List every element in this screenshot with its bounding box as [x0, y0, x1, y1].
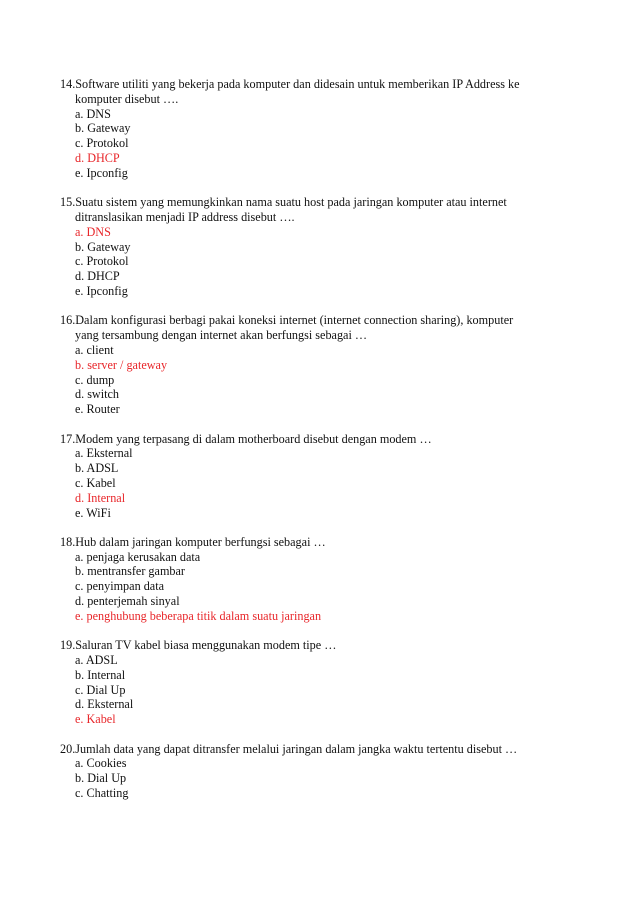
answer-option: c. Kabel: [75, 475, 116, 490]
question-text: 17.Modem yang terpasang di dalam motherboard disebut dengan modem …: [60, 431, 432, 446]
answer-option: a. Cookies: [75, 756, 127, 771]
answer-option: a. Eksternal: [75, 446, 133, 461]
question-block: [60, 638, 580, 727]
answer-option: b. Internal: [75, 667, 126, 682]
answer-option: e. WiFi: [75, 505, 111, 520]
question-text: 18.Hub dalam jaringan komputer berfungsi sebagai …: [60, 534, 326, 549]
answer-option: c. Protokol: [75, 136, 129, 151]
answer-option: c. Protokol: [75, 254, 129, 269]
answer-option: c. dump: [75, 372, 115, 387]
answer-option: b. mentransfer gambar: [75, 564, 185, 579]
answer-option: a. DNS: [75, 106, 111, 121]
answer-option: e. Ipconfig: [75, 165, 128, 180]
question-block: [60, 77, 580, 181]
answer-option-correct: d. Internal: [75, 490, 126, 505]
question-text: 20.Jumlah data yang dapat ditransfer melalui jaringan dalam jangka waktu tertentu disebut …: [60, 741, 518, 756]
answer-options: [60, 653, 580, 727]
answer-options: [60, 107, 580, 181]
answer-option: b. Dial Up: [75, 771, 127, 786]
answer-options: [60, 225, 580, 299]
answer-option: a. client: [75, 342, 114, 357]
answer-option: d. penterjemah sinyal: [75, 594, 180, 609]
answer-option: a. ADSL: [75, 653, 118, 668]
answer-option: c. penyimpan data: [75, 579, 165, 594]
answer-option: d. switch: [75, 387, 120, 402]
answer-option-correct: a. DNS: [75, 224, 111, 239]
answer-option-correct: e. Kabel: [75, 712, 116, 727]
answer-options: [60, 446, 580, 520]
answer-option-correct: e. penghubung beberapa titik dalam suatu jaringan: [75, 608, 322, 623]
question-block: [60, 535, 580, 624]
answer-option: a. penjaga kerusakan data: [75, 549, 201, 564]
document-page: [60, 77, 580, 815]
answer-option: b. ADSL: [75, 461, 119, 476]
answer-option: b. Gateway: [75, 121, 131, 136]
question-block: [60, 195, 580, 299]
answer-option-correct: d. DHCP: [75, 150, 120, 165]
answer-options: [60, 550, 580, 624]
question-text: 16.Dalam konfigurasi berbagi pakai koneksi internet (internet connection sharing), komputer yang tersambung dengan internet akan berfungsi sebagai …: [60, 313, 514, 343]
question-text: 14.Software utiliti yang bekerja pada komputer dan didesain untuk memberikan IP Address ke komputer disebut ….: [60, 77, 520, 106]
question-block: [60, 432, 580, 521]
question-text: 19.Saluran TV kabel biasa menggunakan modem tipe …: [60, 638, 337, 653]
answer-option: c. Dial Up: [75, 682, 126, 697]
answer-options: [60, 756, 580, 800]
answer-options: [60, 343, 580, 417]
question-block: [60, 742, 580, 801]
answer-option-correct: b. server / gateway: [75, 357, 168, 372]
answer-option: d. Eksternal: [75, 697, 134, 712]
answer-option: e. Ipconfig: [75, 283, 128, 298]
question-block: [60, 313, 580, 417]
answer-option: c. Chatting: [75, 786, 129, 801]
answer-option: b. Gateway: [75, 239, 131, 254]
answer-option: d. DHCP: [75, 269, 120, 284]
answer-option: e. Router: [75, 402, 120, 417]
question-text: 15.Suatu sistem yang memungkinkan nama suatu host pada jaringan komputer atau internet ditranslasikan menjadi IP address disebut ….: [60, 195, 507, 224]
